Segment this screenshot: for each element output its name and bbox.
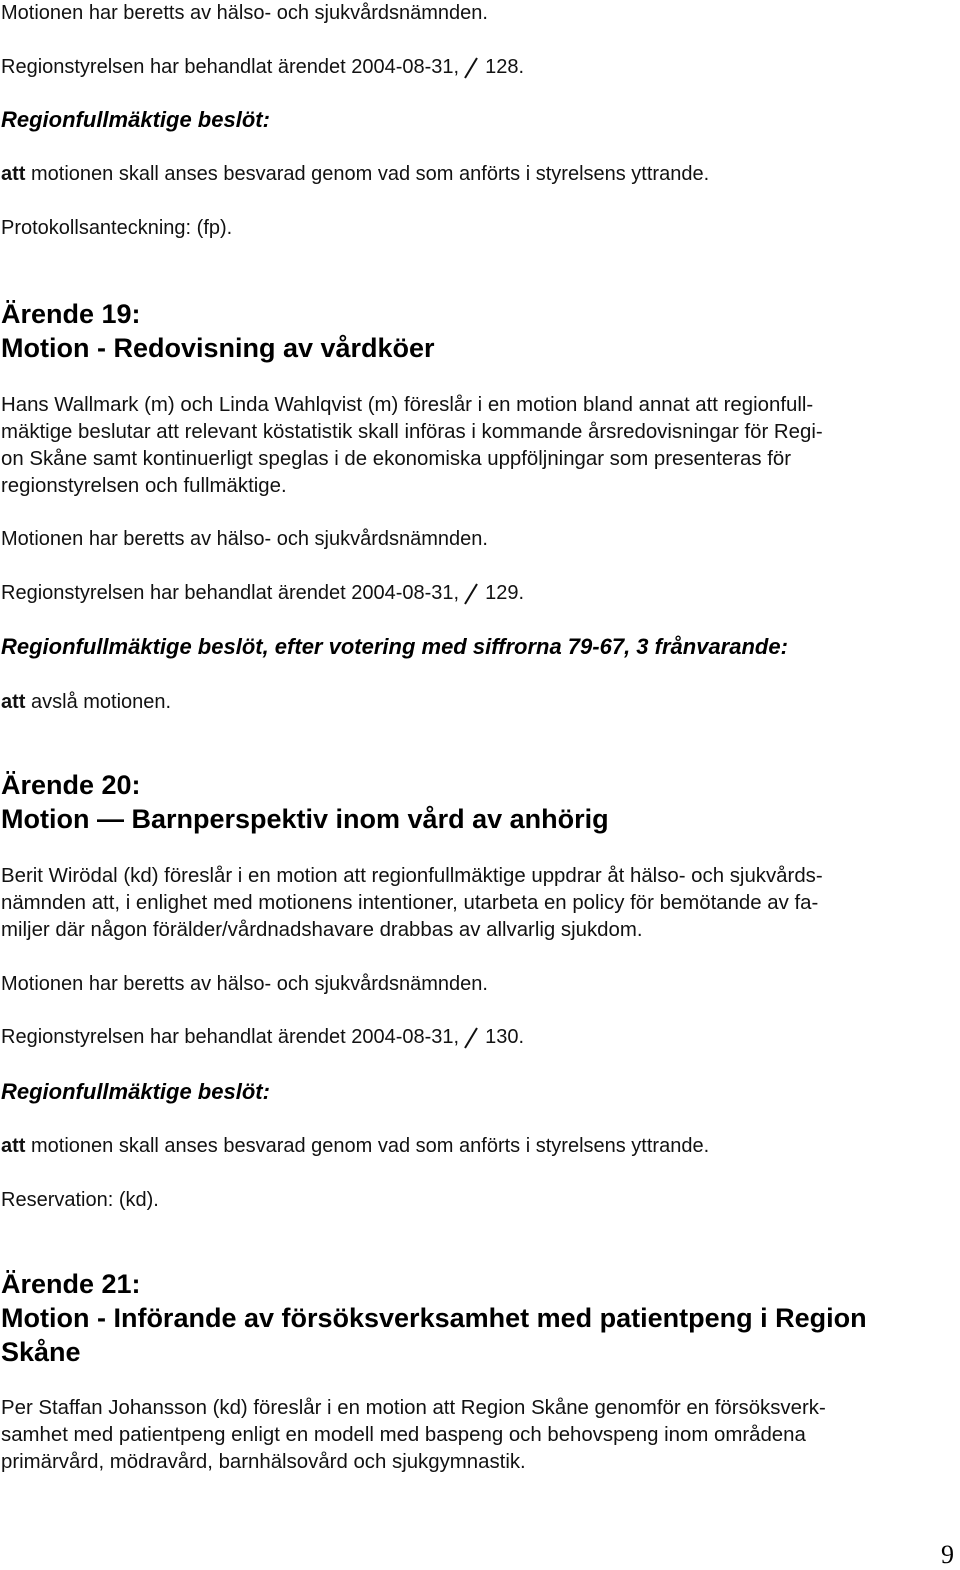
item-20-board-text: Regionstyrelsen har behandlat ärendet 2004-08-31, bbox=[1, 1026, 460, 1048]
title-line: Skåne bbox=[1, 1337, 81, 1367]
body-line: mäktige beslutar att relevant köstatistik skall införas i kommande årsredovisningar för Regi- bbox=[1, 421, 823, 443]
prev-outcome: motionen skall anses besvarad genom vad som anförts i styrelsens yttrande. bbox=[31, 163, 710, 185]
item-19-body bbox=[1, 392, 951, 500]
item-21-heading: Ärende 21: bbox=[1, 1269, 141, 1299]
item-20-note: Reservation: (kd). bbox=[1, 1189, 159, 1211]
item-20-decision-text bbox=[1, 1133, 951, 1160]
prev-board-text: Regionstyrelsen har behandlat ärendet 2004-08-31, bbox=[1, 56, 460, 78]
body-line: on Skåne samt kontinuerligt speglas i de ekonomiska uppföljningar som presenteras för bbox=[1, 448, 792, 470]
page-number: 9 bbox=[941, 1540, 954, 1569]
body-line: nämnden att, i enlighet med motionens intentioner, utarbeta en policy för bemötande av fa- bbox=[1, 892, 819, 914]
section-sign-icon bbox=[461, 1024, 481, 1051]
item-19-heading: Ärende 19: bbox=[1, 299, 141, 329]
prev-decision-text bbox=[1, 161, 951, 188]
section-sign-icon bbox=[461, 54, 481, 81]
item-19-decision-heading: Regionfullmäktige beslöt, efter votering med siffrorna 79-67, 3 frånvarande: bbox=[1, 634, 788, 659]
body-line: Per Staffan Johansson (kd) föreslår i en motion att Region Skåne genomför en försöksverk- bbox=[1, 1397, 826, 1419]
item-21-title bbox=[1, 1301, 951, 1369]
item-19-board-number: 129. bbox=[485, 582, 525, 604]
item-19-submitted: Motionen har beretts av hälso- och sjukvårdsnämnden. bbox=[1, 528, 488, 550]
item-20-decision-heading: Regionfullmäktige beslöt: bbox=[1, 1079, 270, 1104]
item-19-decision-text bbox=[1, 689, 951, 716]
prev-board-number: 128. bbox=[485, 56, 525, 78]
att-keyword: att bbox=[1, 163, 26, 185]
item-20-body bbox=[1, 863, 951, 944]
body-line: miljer där någon förälder/vårdnadshavare drabbas av allvarlig sjukdom. bbox=[1, 919, 643, 941]
att-keyword: att bbox=[1, 691, 26, 713]
prev-board-handling bbox=[1, 54, 951, 81]
item-19-outcome: avslå motionen. bbox=[31, 691, 172, 713]
item-20-title: Motion — Barnperspektiv inom vård av anhörig bbox=[1, 804, 609, 834]
body-line: Hans Wallmark (m) och Linda Wahlqvist (m) föreslår i en motion bland annat att regionfull- bbox=[1, 394, 814, 416]
item-20-heading: Ärende 20: bbox=[1, 770, 141, 800]
item-21-body bbox=[1, 1395, 951, 1476]
item-20-board-number: 130. bbox=[485, 1026, 525, 1048]
item-19-board-handling bbox=[1, 580, 951, 607]
prev-note: Protokollsanteckning: (fp). bbox=[1, 217, 233, 239]
prev-decision-heading: Regionfullmäktige beslöt: bbox=[1, 107, 270, 132]
item-19-board-text: Regionstyrelsen har behandlat ärendet 2004-08-31, bbox=[1, 582, 460, 604]
body-line: Berit Wirödal (kd) föreslår i en motion att regionfullmäktige uppdrar åt hälso- och sjukvårds- bbox=[1, 865, 823, 887]
body-line: samhet med patientpeng enligt en modell med baspeng och behovspeng inom områdena bbox=[1, 1424, 806, 1446]
item-19-title: Motion - Redovisning av vårdköer bbox=[1, 333, 435, 363]
prev-submitted-text: Motionen har beretts av hälso- och sjukvårdsnämnden. bbox=[1, 2, 488, 24]
att-keyword: att bbox=[1, 1135, 26, 1157]
title-line: Motion - Införande av försöksverksamhet med patientpeng i Region bbox=[1, 1303, 867, 1333]
item-20-board-handling bbox=[1, 1024, 951, 1051]
body-line: primärvård, mödravård, barnhälsovård och sjukgymnastik. bbox=[1, 1451, 526, 1473]
item-20-outcome: motionen skall anses besvarad genom vad som anförts i styrelsens yttrande. bbox=[31, 1135, 710, 1157]
section-sign-icon bbox=[461, 580, 481, 607]
item-20-submitted: Motionen har beretts av hälso- och sjukvårdsnämnden. bbox=[1, 973, 488, 995]
body-line: regionstyrelsen och fullmäktige. bbox=[1, 475, 287, 497]
